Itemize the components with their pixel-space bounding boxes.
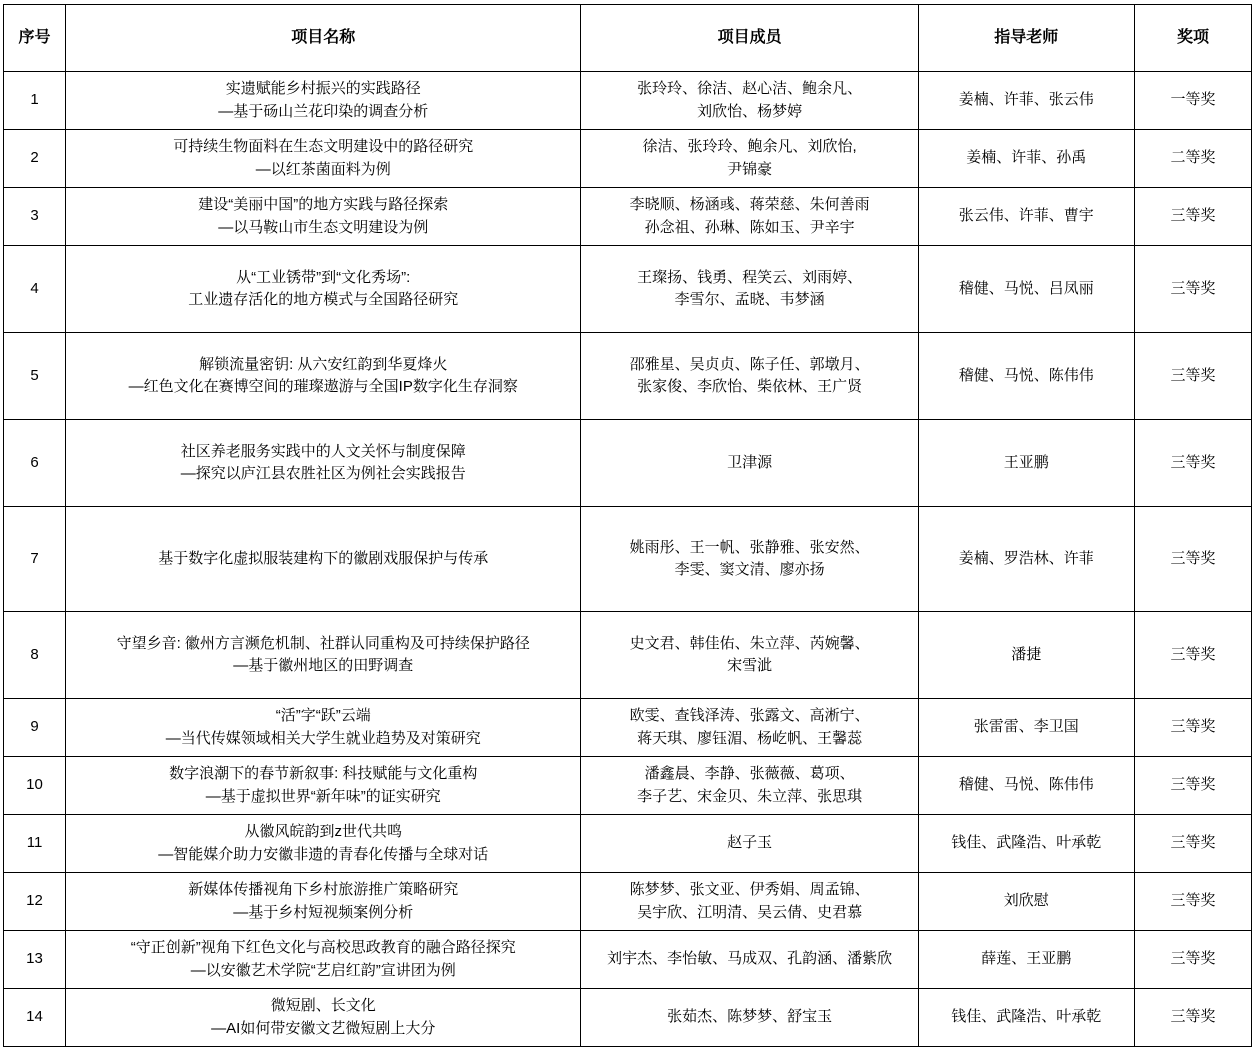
title-line: 工业遗存活化的地方模式与全国路径研究 (188, 291, 459, 308)
row-teacher: 姜楠、罗浩林、许菲 (918, 507, 1134, 612)
title-line: “活”字“跃”云端 (275, 707, 371, 724)
award-table (3, 4, 1252, 1047)
row-members (581, 989, 918, 1047)
members-line: 欧雯、查钱泽涛、张露文、高淅宁、 (629, 707, 870, 724)
title-line: —基于砀山兰花印染的调查分析 (218, 102, 429, 120)
members-line: 邵雅星、吴贞贞、陈子任、郭墩月、 (629, 355, 870, 373)
table-row (4, 130, 1252, 188)
table-row (4, 420, 1252, 507)
row-award: 三等奖 (1134, 931, 1251, 989)
row-teacher: 稽健、马悦、陈伟伟 (918, 757, 1134, 815)
title-line: —AI如何带安徽文艺微短剧上大分 (211, 1019, 436, 1037)
title-line: —以安徽艺术学院“艺启红韵”宣讲团为例 (190, 961, 456, 979)
title-line: —以马鞍山市生态文明建设为例 (218, 218, 429, 236)
row-teacher: 张雷雷、李卫国 (918, 699, 1134, 757)
row-members (581, 757, 918, 815)
title-line: 可持续生物面料在生态文明建设中的路径研究 (173, 138, 474, 155)
row-members (581, 931, 918, 989)
row-project-title (66, 188, 581, 246)
members-line: 张家俊、李欣怡、柴依林、王广贤 (637, 378, 863, 395)
title-line: —基于徽州地区的田野调查 (233, 657, 414, 674)
members-line: 陈梦梦、张文亚、伊秀娟、周孟锦、 (629, 881, 870, 898)
row-project-title (66, 420, 581, 507)
title-line: 社区养老服务实践中的人文关怀与制度保障 (180, 442, 466, 460)
row-teacher: 稽健、马悦、吕凤丽 (918, 246, 1134, 333)
row-award: 三等奖 (1134, 757, 1251, 815)
title-line: 新媒体传播视角下乡村旅游推广策略研究 (188, 881, 459, 898)
row-award: 三等奖 (1134, 188, 1251, 246)
members-line: 徐洁、张玲玲、鲍余凡、刘欣怡, (642, 138, 857, 155)
row-project-title (66, 333, 581, 420)
title-line: —基于虚拟世界“新年味”的证实研究 (205, 787, 441, 805)
row-project-title (66, 873, 581, 931)
row-award: 二等奖 (1134, 130, 1251, 188)
title-line: 微短剧、长文化 (270, 997, 376, 1014)
members-line: 潘鑫晨、李静、张薇薇、葛项、 (644, 765, 855, 782)
table-row (4, 989, 1252, 1047)
members-line: 蒋天琪、廖钰湄、杨屹帆、王馨蕊 (637, 729, 863, 747)
table-row (4, 873, 1252, 931)
members-line: 吴宇欣、江明清、吴云倩、史君慕 (637, 903, 863, 921)
title-line: 守望乡音: 徽州方言濒危机制、社群认同重构及可持续保护路径 (116, 634, 530, 652)
table-row (4, 72, 1252, 130)
row-award: 三等奖 (1134, 612, 1251, 699)
row-index: 2 (4, 130, 66, 188)
title-line: 建设“美丽中国”的地方实践与路径探索 (198, 196, 449, 213)
row-teacher: 张云伟、许菲、曹宇 (918, 188, 1134, 246)
row-members (581, 699, 918, 757)
row-project-title (66, 699, 581, 757)
title-line: —基于乡村短视频案例分析 (233, 903, 414, 921)
title-line: 数字浪潮下的春节新叙事: 科技赋能与文化重构 (169, 765, 478, 782)
members-line: 李雯、窦文清、廖亦扬 (674, 561, 825, 578)
members-line: 赵子玉 (727, 834, 773, 852)
row-teacher: 薛莲、王亚鹏 (918, 931, 1134, 989)
column-header-award: 奖项 (1134, 5, 1251, 72)
title-line: —以红茶菌面料为例 (255, 160, 391, 178)
members-line: 卫津源 (727, 453, 773, 471)
table-row (4, 757, 1252, 815)
row-teacher: 刘欣慰 (918, 873, 1134, 931)
row-index: 3 (4, 188, 66, 246)
title-line: —智能媒介助力安徽非遗的青春化传播与全球对话 (158, 845, 489, 863)
row-members (581, 188, 918, 246)
row-award: 三等奖 (1134, 420, 1251, 507)
members-line: 孙念祖、孙琳、陈如玉、尹辛宇 (644, 218, 855, 236)
row-teacher: 王亚鹏 (918, 420, 1134, 507)
members-line: 姚雨彤、王一帆、张静雅、张安然、 (629, 538, 870, 556)
row-index: 7 (4, 507, 66, 612)
row-award: 三等奖 (1134, 873, 1251, 931)
title-line: 从徽风皖韵到z世代共鸣 (244, 823, 402, 840)
title-line: —当代传媒领域相关大学生就业趋势及对策研究 (165, 729, 481, 747)
row-members (581, 420, 918, 507)
row-project-title (66, 612, 581, 699)
title-line: 从“工业锈带”到“文化秀场”: (236, 268, 411, 286)
row-members (581, 72, 918, 130)
table-row (4, 612, 1252, 699)
members-line: 尹锦豪 (727, 160, 773, 178)
row-teacher: 钱佳、武隆浩、叶承乾 (918, 815, 1134, 873)
row-index: 1 (4, 72, 66, 130)
column-header-index: 序号 (4, 5, 66, 72)
row-award: 三等奖 (1134, 507, 1251, 612)
row-project-title (66, 507, 581, 612)
table-row (4, 699, 1252, 757)
row-members (581, 507, 918, 612)
row-teacher: 姜楠、许菲、张云伟 (918, 72, 1134, 130)
members-line: 宋雪泚 (727, 657, 773, 674)
row-project-title (66, 757, 581, 815)
row-project-title (66, 246, 581, 333)
members-line: 李晓顺、杨涵彧、蒋荣慈、朱何善雨 (629, 196, 870, 213)
members-line: 李子艺、宋金贝、朱立萍、张思琪 (637, 787, 863, 805)
table-body (4, 72, 1252, 1047)
column-header-members: 项目成员 (581, 5, 918, 72)
row-teacher: 潘捷 (918, 612, 1134, 699)
column-header-teacher: 指导老师 (918, 5, 1134, 72)
title-line: —红色文化在赛博空间的璀璨遨游与全国IP数字化生存洞察 (128, 378, 518, 395)
row-award: 三等奖 (1134, 815, 1251, 873)
row-award: 一等奖 (1134, 72, 1251, 130)
table-row (4, 246, 1252, 333)
title-line: 实遗赋能乡村振兴的实践路径 (225, 80, 421, 97)
row-members (581, 873, 918, 931)
row-project-title (66, 130, 581, 188)
members-line: 张玲玲、徐洁、赵心洁、鲍余凡、 (637, 80, 863, 97)
row-project-title (66, 989, 581, 1047)
row-project-title (66, 815, 581, 873)
row-index: 13 (4, 931, 66, 989)
row-index: 8 (4, 612, 66, 699)
row-teacher: 稽健、马悦、陈伟伟 (918, 333, 1134, 420)
row-index: 14 (4, 989, 66, 1047)
row-teacher: 钱佳、武隆浩、叶承乾 (918, 989, 1134, 1047)
table-row (4, 507, 1252, 612)
members-line: 李雪尔、孟晓、韦梦涵 (674, 291, 825, 308)
row-teacher: 姜楠、许菲、孙禹 (918, 130, 1134, 188)
title-line: 解锁流量密钥: 从六安红韵到华夏烽火 (199, 355, 448, 373)
row-award: 三等奖 (1134, 333, 1251, 420)
row-index: 4 (4, 246, 66, 333)
column-header-title: 项目名称 (66, 5, 581, 72)
row-project-title (66, 931, 581, 989)
row-index: 6 (4, 420, 66, 507)
title-line: 基于数字化虚拟服装建构下的徽剧戏服保护与传承 (158, 549, 489, 567)
table-header-row (4, 5, 1252, 72)
row-members (581, 130, 918, 188)
row-index: 11 (4, 815, 66, 873)
row-index: 5 (4, 333, 66, 420)
row-index: 10 (4, 757, 66, 815)
members-line: 刘欣怡、杨梦婷 (697, 102, 803, 120)
row-members (581, 815, 918, 873)
table-row (4, 815, 1252, 873)
table-row (4, 931, 1252, 989)
table-header (4, 5, 1252, 72)
title-line: “守正创新”视角下红色文化与高校思政教育的融合路径探究 (130, 939, 516, 956)
row-project-title (66, 72, 581, 130)
table-row (4, 333, 1252, 420)
members-line: 王璨扬、钱勇、程笑云、刘雨婷、 (637, 268, 863, 286)
row-index: 12 (4, 873, 66, 931)
row-award: 三等奖 (1134, 699, 1251, 757)
row-members (581, 612, 918, 699)
title-line: —探究以庐江县农胜社区为例社会实践报告 (180, 465, 466, 482)
members-line: 刘宇杰、李怡敏、马成双、孔韵涵、潘紫欣 (607, 950, 893, 968)
row-award: 三等奖 (1134, 989, 1251, 1047)
members-line: 张茹杰、陈梦梦、舒宝玉 (667, 1008, 833, 1026)
row-index: 9 (4, 699, 66, 757)
row-members (581, 333, 918, 420)
table-row (4, 188, 1252, 246)
row-award: 三等奖 (1134, 246, 1251, 333)
members-line: 史文君、韩佳佑、朱立萍、芮婉馨、 (629, 634, 870, 652)
row-members (581, 246, 918, 333)
